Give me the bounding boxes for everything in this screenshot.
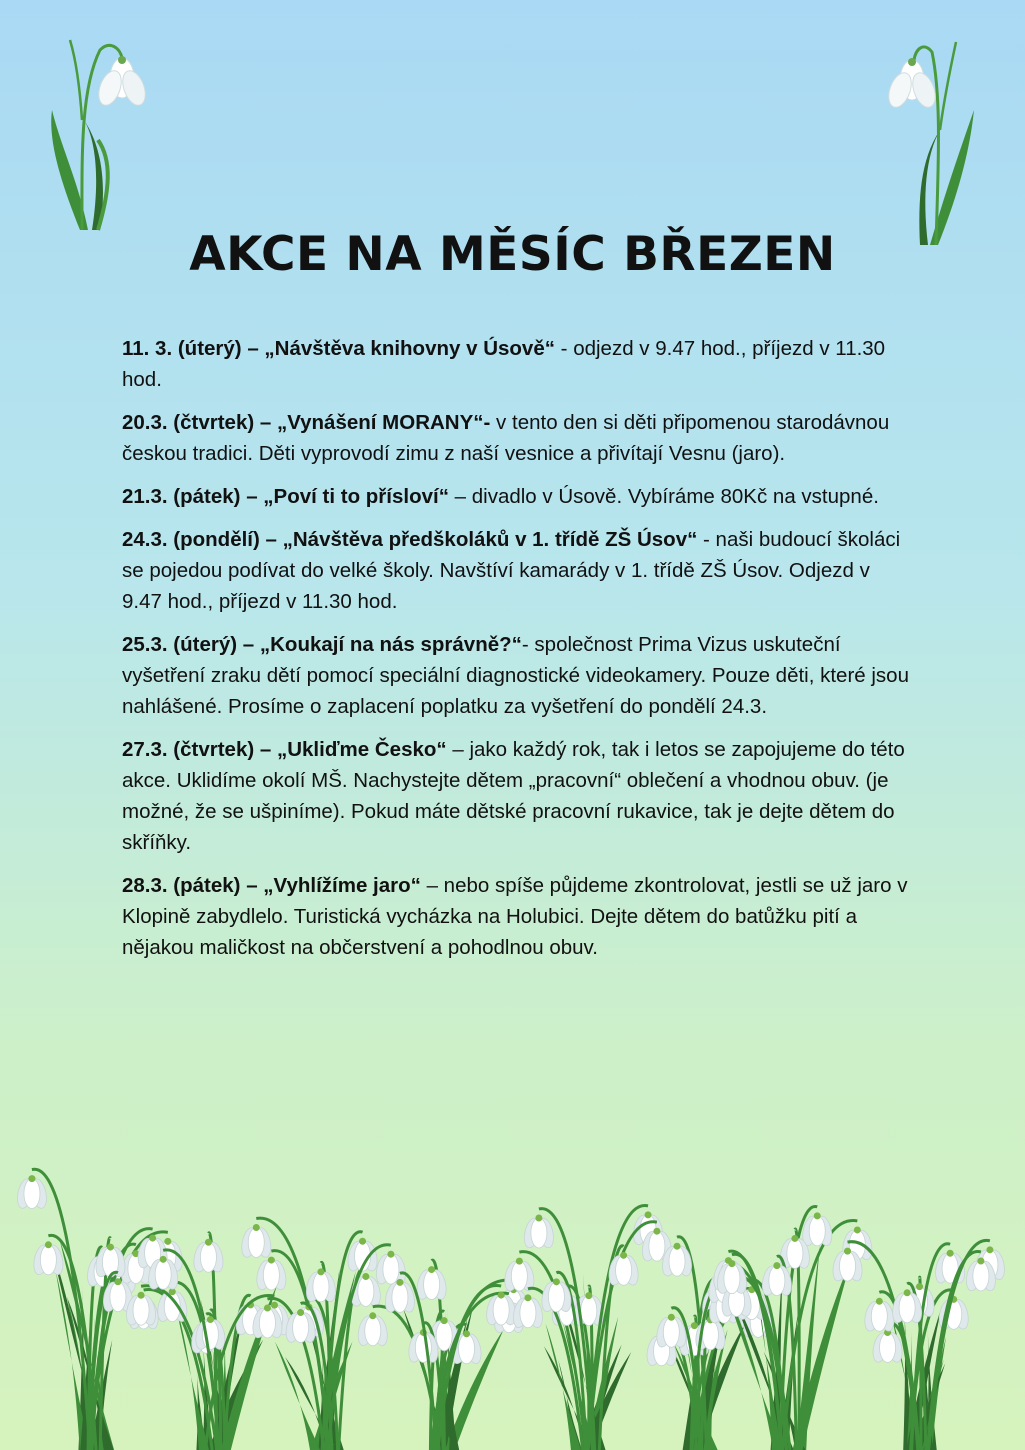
- event-heading: 24.3. (pondělí) – „Návštěva předškoláků v 1. třídě ZŠ Úsov“: [122, 528, 698, 551]
- event-description: – nebo spíše půjdeme zkontrolovat, jestli se už jaro v Klopině zabydlelo. Turistická vycházka na Holubici. Dejte dětem do batůžku pití a nějakou maličkost na občerstvení a pohodlnou obuv.: [122, 874, 908, 959]
- event-heading: 20.3. (čtvrtek) – „Vynášení MORANY“-: [122, 411, 491, 434]
- event-heading: 21.3. (pátek) – „Poví ti to přísloví“: [122, 485, 449, 508]
- event-description: v tento den si děti připomenou starodávnou českou tradici. Děti vyprovodí zimu z naší vesnice a přivítají Vesnu (jaro).: [122, 411, 890, 465]
- snowdrop-cluster: [356, 1260, 531, 1450]
- event-item: [122, 734, 912, 858]
- event-item: [122, 629, 912, 722]
- event-description: - naši budoucí školáci se pojedou podívat do velké školy. Navštíví kamarády v 1. třídě ZŠ Úsov. Odjezd v 9.47 hod., příjezd v 11.30 hod.: [122, 528, 901, 613]
- event-description: - odjezd v 9.47 hod., příjezd v 11.30 hod.: [122, 337, 886, 391]
- event-item: [122, 481, 912, 512]
- event-heading: 28.3. (pátek) – „Vyhlížíme jaro“: [122, 874, 421, 897]
- snowdrop-cluster: [831, 1240, 1007, 1450]
- snowdrop-cluster: [645, 1237, 776, 1450]
- snowdrop-top-right-illustration: [872, 30, 992, 250]
- event-item: [122, 333, 912, 395]
- snowdrop-cluster: [502, 1205, 673, 1450]
- event-item: [122, 870, 912, 963]
- event-item: [122, 524, 912, 617]
- page-title: AKCE NA MĚSÍC BŘEZEN: [189, 227, 836, 283]
- event-description: – jako každý rok, tak i letos se zapojujeme do této akce. Uklidíme okolí MŠ. Nachystejte dětem „pracovní“ oblečení a vhodnou obuv. (je možné, že se ušpiníme). Pokud máte dětské pracovní rukavice, tak je dejte dětem do skříňky.: [122, 738, 905, 854]
- snowdrop-top-left-illustration: [40, 30, 160, 235]
- snowdrop-border-illustration: [0, 1120, 1025, 1450]
- event-heading: 11. 3. (úterý) – „Návštěva knihovny v Úsově“: [122, 337, 555, 360]
- event-description: - společnost Prima Vizus uskuteční vyšetření zraku dětí pomocí speciální diagnostické videokamery. Pouze děti, které jsou nahlášené. Prosíme o zaplacení poplatku za vyšetření do pondělí 24.3.: [122, 633, 909, 718]
- event-heading: 25.3. (úterý) – „Koukají na nás správně?“: [122, 633, 522, 656]
- event-item: [122, 407, 912, 469]
- event-list: [122, 333, 912, 975]
- event-description: – divadlo v Úsově. Vybíráme 80Kč na vstupné.: [448, 485, 879, 508]
- event-heading: 27.3. (čtvrtek) – „Ukliďme Česko“: [122, 738, 447, 761]
